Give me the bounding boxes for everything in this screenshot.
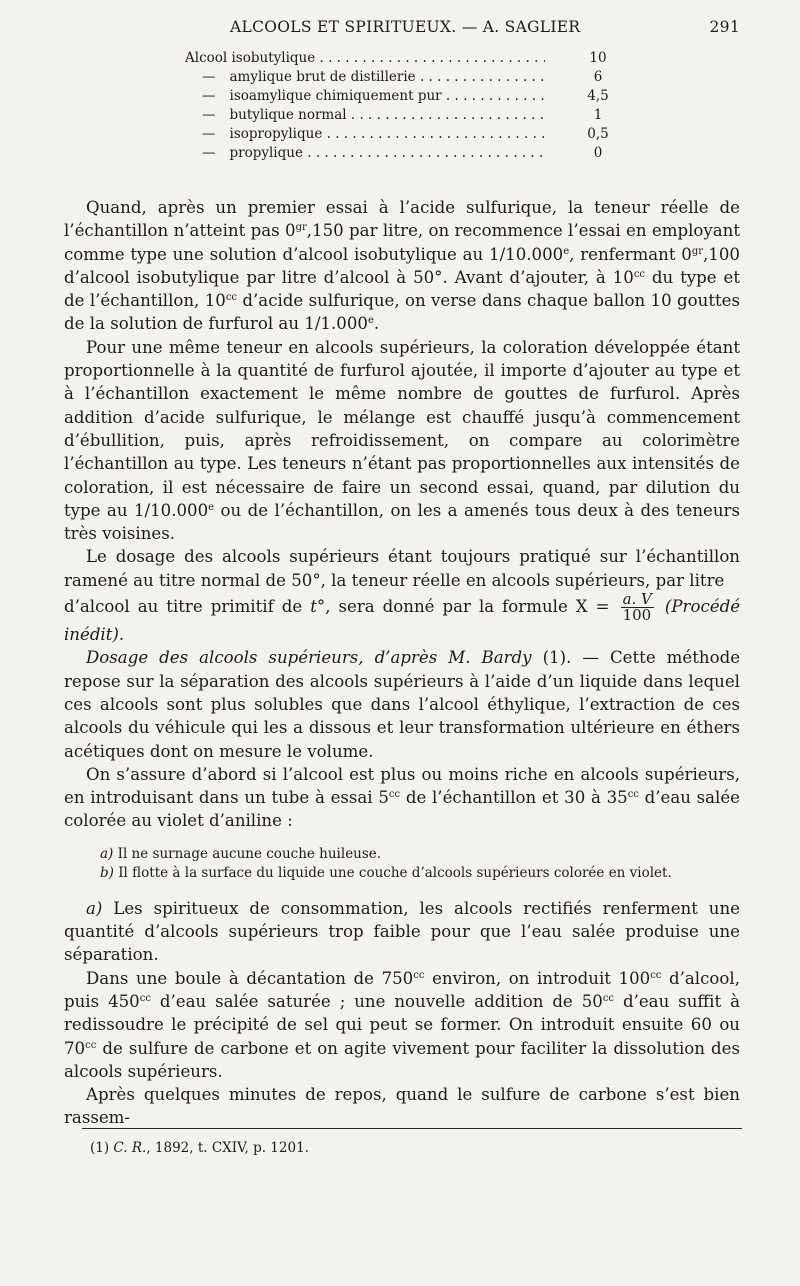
table-value: 4,5 (587, 88, 609, 104)
paragraph: On s’assure d’abord si l’alcool est plus ou moins riche en alcools supérieurs, en introduisant dans un tube à essai $5^{cc}$ de l’échantillon et 30 à $35^{cc}$ d’eau salée colorée au violet d’aniline : (64, 764, 740, 831)
note-item: a) Il ne surnage aucune couche huileuse. (100, 845, 382, 862)
paragraph: Le dosage des alcools supérieurs étant toujours pratiqué sur l’échantillon ramené au titre normal de 50°, la teneur réelle en alcools supérieurs, par litre (64, 547, 740, 590)
ditto-dash: — (202, 107, 216, 123)
ditto-dash: — (202, 145, 216, 161)
table-row (185, 107, 605, 126)
table-row (185, 88, 609, 107)
paragraph: Dosage des alcools supérieurs, d’après M. Bardy (1). — Cette méthode repose sur la séparation des alcools supérieurs à l’aide d’un liquide dans lequel ces alcools sont plus solubles que dans l’alcool éthylique, l’extraction de ces alcools du véhicule qui les a dissous et leur transformation ultérieure en éthers acétiques dont on mesure le volume. (64, 648, 741, 761)
table-label: — butylique normal . . . (202, 107, 545, 123)
table-row (185, 69, 605, 88)
paragraph: Pour une même teneur en alcools supérieurs, la coloration développée étant proportionnelle à la quantité de furfurol ajoutée, il importe d’ajouter au type et à l’échantillon exactement le même nombre de gouttes de furfurol. Après addition d’acide sulfurique, le mélange est chauffé jusqu’à commencement d’ébullition, puis, après refroidissement, on compare au colorimètre l’échantillon au type. Les teneurs n’étant pas proportionnelles aux intensités de coloration, il est nécessaire de faire un second essai, quand, par dilution du type au 1/10.000e ou de l’échantillon, on les a amenés tous deux à des teneurs très voisines. (64, 337, 740, 544)
note-item: b) Il flotte à la surface du liquide une couche d’alcools supérieurs colorée en violet. (100, 864, 672, 881)
table-value: 1 (593, 107, 603, 123)
formula-fraction: $\frac{a. V}{100}$ (622, 590, 652, 625)
table-value: 10 (589, 50, 607, 66)
footnote: (1) C. R., 1892, t. CXIV, p. 1201. (90, 1140, 309, 1156)
table-value: 6 (593, 69, 603, 85)
paragraph: Dans une boule à décantation de $750^{cc}$ environ, on introduit $100^{cc}$ d’alcool, puis $450^{cc}$ d’eau salée saturée ; une nouvelle addition de $50^{cc}$ d’eau suffit à redissoudre le précipité de sel qui peut se former. On introduit ensuite 60 ou $70^{cc}$ de sulfure de carbone et on agite vivement pour faciliter la dissolution des alcools supérieurs. (64, 968, 740, 1081)
table-value: 0,5 (587, 126, 609, 142)
paragraph: a) Les spiritueux de consommation, les alcools rectifiés renferment une quantité d’alcools supérieurs trop faible pour que l’eau salée produise une séparation. (64, 898, 740, 965)
table-label: — amylique brut de distillerie . . . (202, 69, 545, 85)
ditto-dash: — (202, 88, 216, 104)
page-number: 291 (709, 18, 740, 36)
table-row (185, 126, 609, 145)
section-title: Dosage des alcools supérieurs, d’après M. Bardy (86, 648, 532, 668)
table-label: — isopropylique . . . (202, 126, 545, 142)
table-value: 0 (593, 145, 603, 161)
table-row (185, 50, 605, 69)
paragraph: Quand, après un premier essai à l’acide sulfurique, la teneur réelle de l’échantillon n’atteint pas $0^{gr},150$ par litre, on recommence l’essai en employant comme type une solution d’alcool isobutylique au 1/10.000e, renfermant $0^{gr},100$ d’alcool isobutylique par litre d’alcool à 50°. Avant d’ajouter, à $10^{cc}$ du type et de l’échantillon, $10^{cc}$ d’acide sulfurique, on verse dans chaque ballon 10 gouttes de la solution de furfurol au 1/1.000e. (64, 198, 741, 334)
paragraph: inédit). (64, 625, 125, 645)
running-header (62, 14, 740, 40)
alcohol-table (185, 50, 609, 164)
ditto-dash: — (202, 126, 216, 142)
observation-notes (64, 845, 740, 883)
ditto-dash: — (202, 69, 216, 85)
table-label: Alcool isobutylique . . . (185, 50, 545, 66)
table-row (185, 145, 605, 164)
table-label: — propylique . . . (202, 145, 545, 161)
paragraph: Après quelques minutes de repos, quand le sulfure de carbone s’est bien rassem- (64, 1085, 740, 1128)
table-label: — isoamylique chimiquement pur . . . (202, 88, 545, 104)
footnote-rule (82, 1128, 742, 1129)
formula-line: d’alcool au titre primitif de t°, sera donné par la formule X = $\frac{a. V}{100}$ (Procédé (64, 590, 741, 625)
body-text (64, 196, 740, 1130)
header-title: ALCOOLS ET SPIRITUEUX. — A. SAGLIER (230, 18, 581, 36)
